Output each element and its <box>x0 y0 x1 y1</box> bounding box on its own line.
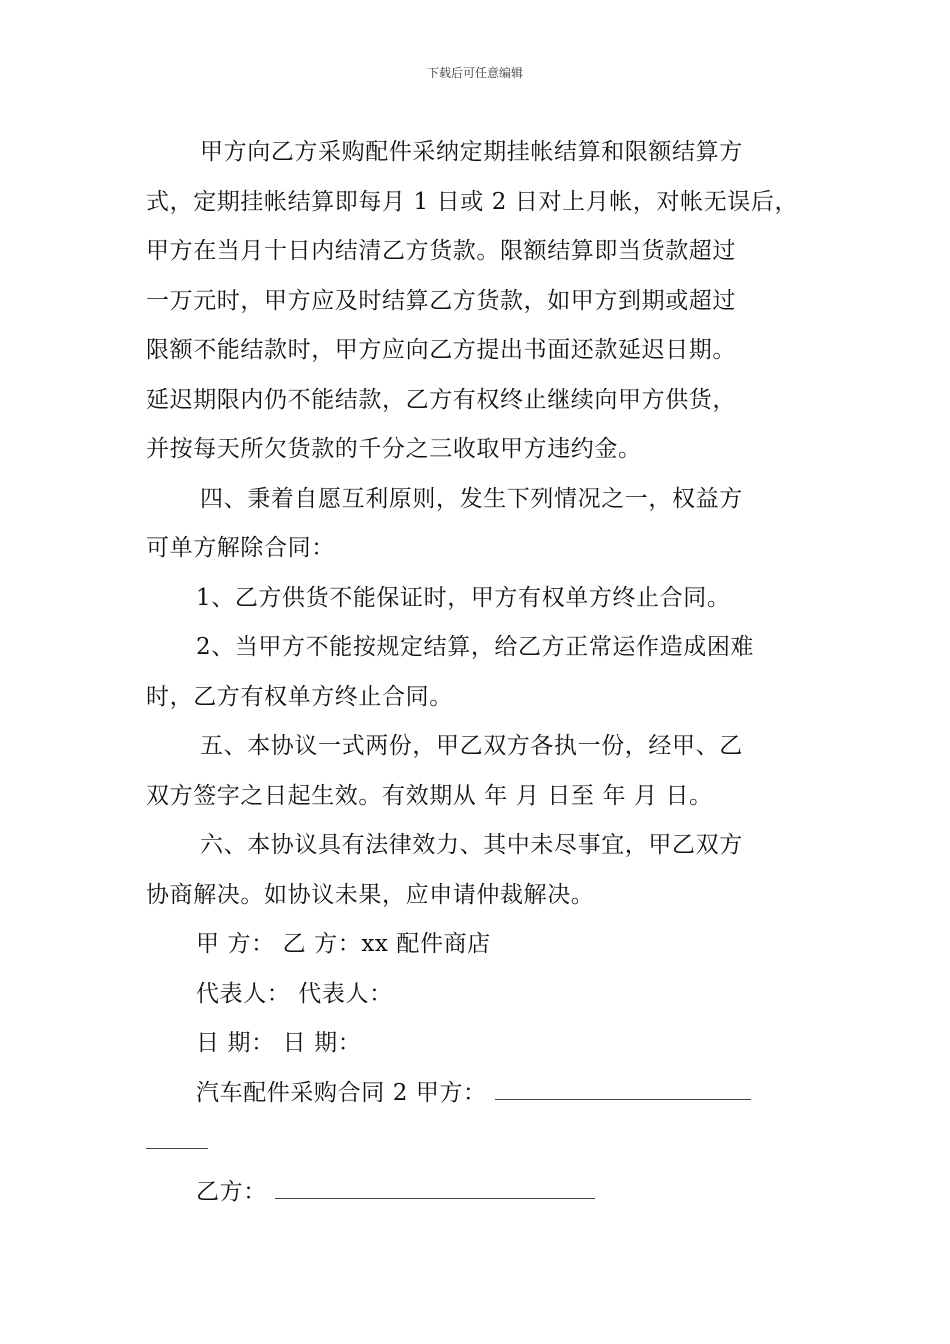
signature-dates: 日 期： 日 期： <box>196 1030 362 1056</box>
party-b-label: 乙方： <box>196 1179 267 1205</box>
signature-parties: 甲 方： 乙 方：xx 配件商店 <box>196 931 491 957</box>
paragraph-line: 时，乙方有权单方终止合同。 <box>146 684 453 710</box>
contract-2-title: 汽车配件采购合同 2 甲方： <box>196 1080 487 1106</box>
paragraph-line: 式，定期挂帐结算即每月 1 日或 2 日对上月帐，对帐无误后， <box>146 189 799 215</box>
paragraph-line: 限额不能结款时，甲方应向乙方提出书面还款延迟日期。 <box>146 337 736 363</box>
party-a-blank <box>495 1081 751 1100</box>
party-b-blank <box>275 1180 595 1199</box>
clause-four-heading: 四、秉着自愿互利原则，发生下列情况之一，权益方 <box>200 486 743 512</box>
clause-item-2: 2、当甲方不能按规定结算，给乙方正常运作造成困难 <box>196 634 755 660</box>
party-b-line <box>196 1178 595 1206</box>
paragraph-line: 甲方在当月十日内结清乙方货款。限额结算即当货款超过 <box>146 238 736 264</box>
paragraph-line: 延迟期限内仍不能结款，乙方有权终止继续向甲方供货， <box>146 387 736 413</box>
paragraph-line: 一万元时，甲方应及时结算乙方货款，如甲方到期或超过 <box>146 288 736 314</box>
paragraph-line: 甲方向乙方采购配件采纳定期挂帐结算和限额结算方 <box>200 139 743 165</box>
clause-six-heading: 六、本协议具有法律效力、其中未尽事宜，甲乙双方 <box>200 832 743 858</box>
paragraph-line: 双方签字之日起生效。有效期从 年 月 日至 年 月 日。 <box>146 783 713 809</box>
contract-2-title-line <box>196 1079 751 1107</box>
clause-five-heading: 五、本协议一式两份，甲乙双方各执一份，经甲、乙 <box>200 733 743 759</box>
clause-item-1: 1、乙方供货不能保证时，甲方有权单方终止合同。 <box>196 585 731 611</box>
signature-representatives: 代表人： 代表人： <box>196 981 393 1007</box>
party-a-blank-continuation <box>146 1128 208 1156</box>
paragraph-line: 可单方解除合同： <box>146 535 335 561</box>
paragraph-line: 协商解决。如协议未果，应申请仲裁解决。 <box>146 882 595 908</box>
paragraph-line: 并按每天所欠货款的千分之三收取甲方违约金。 <box>146 436 642 462</box>
party-a-blank-tail <box>146 1130 208 1149</box>
page-header: 下载后可任意编辑 <box>426 66 523 80</box>
